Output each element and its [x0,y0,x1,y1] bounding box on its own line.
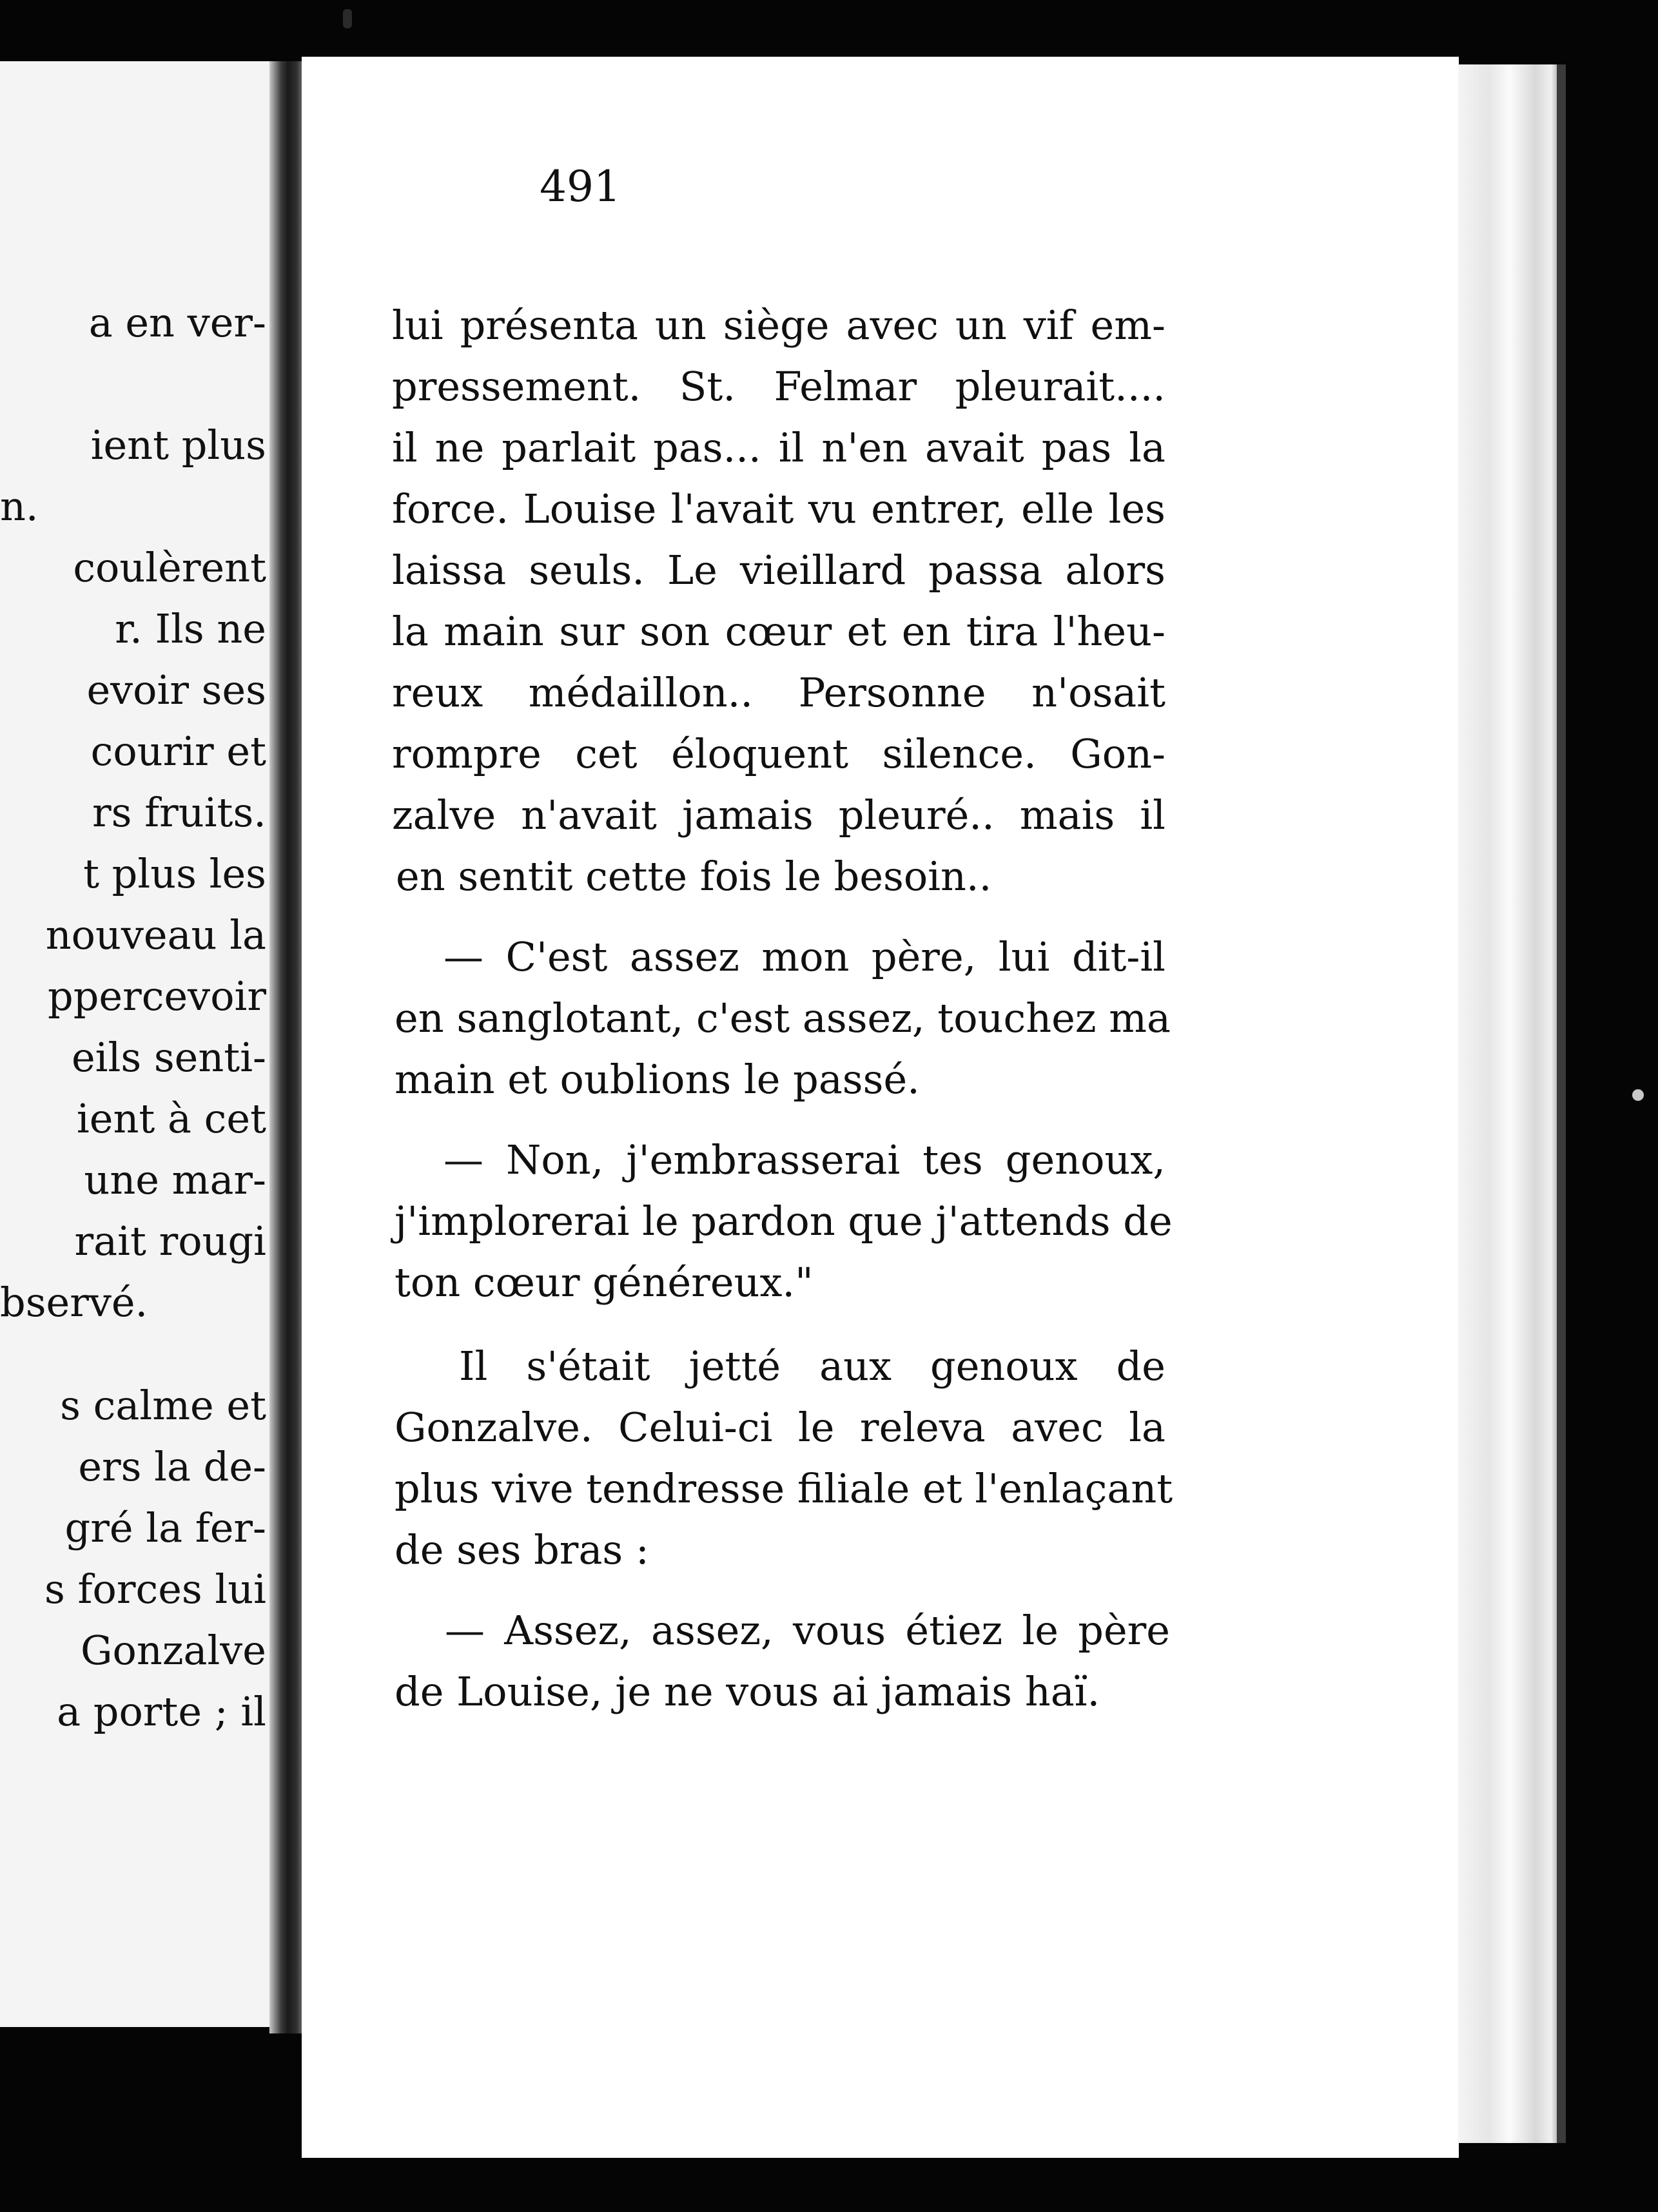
left-page-line: ers la de- [78,1443,266,1490]
body-line: en sentit cette fois le besoin.. [396,853,992,900]
left-page-line: ient plus [90,422,266,469]
body-line: il ne parlait pas... il n'en avait pas la [392,424,1165,471]
left-page-line: coulèrent [73,544,266,591]
left-page-line: r. Ils ne [115,605,266,652]
left-page-line: rait rougi [74,1218,266,1265]
body-line: — Assez, assez, vous étiez le père [445,1607,1170,1654]
body-line: main et oublions le passé. [395,1056,920,1103]
left-page-line: une mar- [84,1156,266,1203]
page-edge-shadow [1557,64,1566,2143]
body-line: pressement. St. Felmar pleurait.... [392,363,1165,410]
book-gutter [269,61,303,2033]
left-page-line: bservé. [0,1279,148,1326]
body-line: Il s'était jetté aux genoux de [459,1343,1165,1390]
body-line: la main sur son cœur et en tira l'heu- [392,608,1165,655]
left-page-line: courir et [90,728,266,775]
left-page-line: s calme et [60,1382,266,1429]
body-line: de ses bras : [395,1526,649,1573]
left-page-line: evoir ses [86,666,266,713]
body-line: rompre cet éloquent silence. Gon- [392,730,1165,777]
body-line: ton cœur généreux." [395,1259,814,1306]
left-page-line: a porte ; il [57,1688,266,1735]
left-page-line: gré la fer- [64,1504,266,1551]
body-line: de Louise, je ne vous ai jamais haï. [395,1668,1100,1715]
left-page-line: rs fruits. [92,789,266,836]
scan-speck [1632,1089,1644,1101]
left-page-line: ient à cet [76,1095,266,1142]
left-page-line: ppercevoir [48,973,266,1020]
left-page-line: n. [0,483,39,530]
left-page-line: Gonzalve [81,1627,266,1674]
page-number: 491 [540,162,621,211]
left-page [0,61,274,2027]
body-line: lui présenta un siège avec un vif em- [392,302,1165,349]
body-line: — C'est assez mon père, lui dit-il [444,933,1165,980]
body-line: laissa seuls. Le vieillard passa alors [392,547,1165,594]
body-line: reux médaillon.. Personne n'osait [392,669,1165,716]
body-line: plus vive tendresse filiale et l'enlaçant [395,1465,1173,1512]
body-line: en sanglotant, c'est assez, touchez ma [395,994,1171,1042]
scan-speck [343,9,352,28]
page-fore-edge [1458,64,1561,2143]
body-line: force. Louise l'avait vu entrer, elle les [392,485,1165,532]
left-page-line: nouveau la [45,911,266,958]
left-page-line: eils senti- [71,1034,266,1081]
left-page-line: a en ver- [88,299,266,346]
body-line: zalve n'avait jamais pleuré.. mais il [392,791,1165,839]
body-line: j'implorerai le pardon que j'attends de [395,1198,1173,1245]
left-page-line: s forces lui [44,1566,266,1613]
left-page-line: t plus les [83,850,266,897]
body-line: — Non, j'embrasserai tes genoux, [444,1136,1165,1183]
body-line: Gonzalve. Celui-ci le releva avec la [395,1404,1165,1451]
